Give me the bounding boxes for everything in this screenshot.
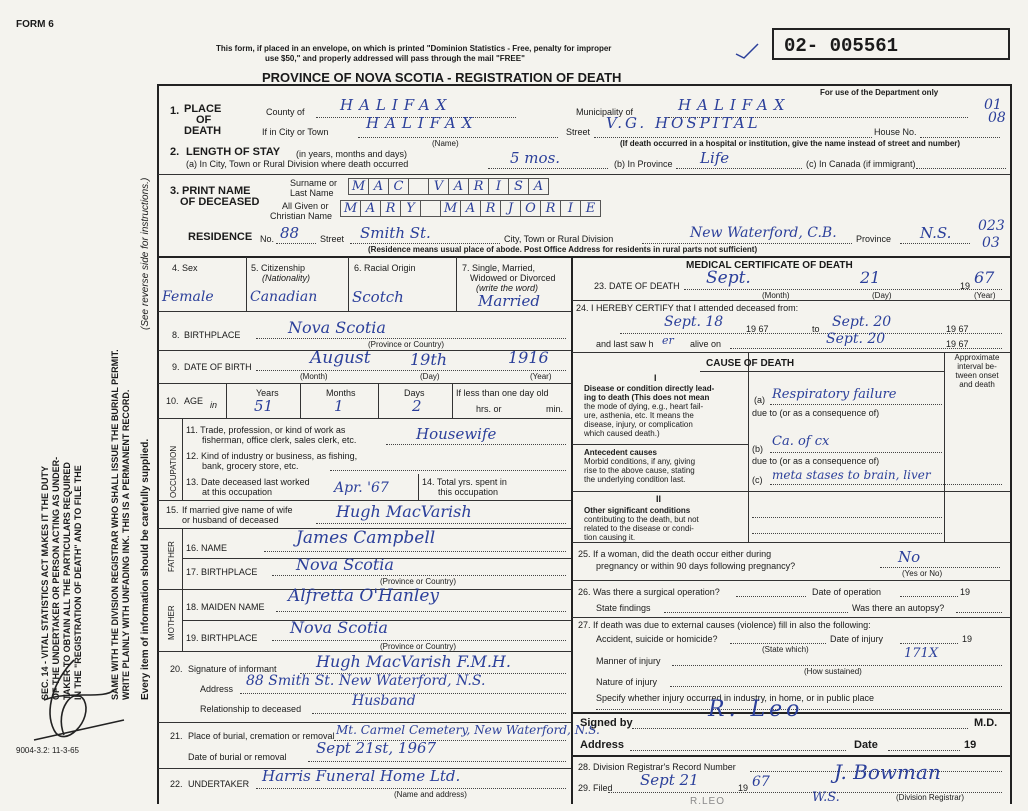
injury-date-label: Date of injury	[830, 634, 884, 644]
death-year-prefix: 19	[960, 281, 971, 291]
age-less-label: If less than one day old	[456, 388, 549, 398]
age-years-label: Years	[256, 388, 279, 398]
q13-label: 13. Date deceased last worked	[186, 477, 310, 487]
side-text-7: Every item of information should be carefully supplied.	[140, 438, 151, 700]
given-letter: Y	[400, 200, 421, 217]
pregnancy-value: No	[898, 548, 921, 566]
sex-label: 4. Sex	[172, 263, 198, 273]
father-bp-label: 17. BIRTHPLACE	[186, 567, 258, 577]
undertaker-label: UNDERTAKER	[188, 779, 250, 789]
place-label: PLACE	[184, 103, 222, 115]
interval-label: Approximate interval be-tween onset and death	[954, 353, 1000, 389]
signed-by-label: Signed by	[580, 717, 633, 729]
residence-province-label: Province	[856, 234, 892, 244]
autopsy-label: Was there an autopsy?	[852, 603, 945, 613]
given-letter: M	[340, 200, 361, 217]
medical-title: MEDICAL CERTIFICATE OF DEATH	[686, 260, 853, 271]
dob-line	[256, 370, 566, 371]
last-worked-value: Apr. '67	[334, 480, 389, 496]
street-value: V.G. HOSPITAL	[606, 114, 761, 132]
cause-b-label: (b)	[752, 444, 763, 454]
alive-on-label: alive on	[690, 339, 722, 349]
surname-letter: M	[348, 178, 369, 195]
burial-date-label: Date of burial or removal	[188, 752, 287, 762]
relationship-value: Husband	[352, 693, 416, 709]
q11-label-b: fisherman, office clerk, sales clerk, etc.	[202, 435, 357, 445]
form-title: PROVINCE OF NOVA SCOTIA - REGISTRATION OF DEATH	[262, 70, 622, 85]
registrar-stamp: R.LEO	[690, 796, 726, 807]
age-months-label: Months	[326, 388, 356, 398]
spouse-label-2: or husband of deceased	[182, 515, 279, 525]
ante-text-2: Morbid conditions, if any, giving	[584, 457, 696, 466]
cause-a-value: Respiratory failure	[772, 387, 897, 402]
stay-c-label: (c) In Canada (if immigrant)	[806, 159, 916, 169]
place-of-label: OF	[196, 114, 212, 126]
city-line	[358, 137, 558, 138]
birthplace-line	[256, 338, 566, 339]
cause-c-value: meta stases to brain, liver	[772, 468, 931, 482]
death-day-caption: (Day)	[872, 291, 892, 300]
registrar-caption: (Division Registrar)	[896, 793, 965, 802]
burial-date: Sept 21st, 1967	[316, 739, 437, 757]
side-text-4: IN THE "REGISTRATION OF DEATH" AND TO FILE THE	[73, 465, 83, 700]
birthplace-caption: (Province or Country)	[368, 340, 445, 349]
injury-year-prefix: 19	[962, 634, 973, 644]
pregnancy-label-1: 25. If a woman, did the death occur either during	[578, 549, 772, 559]
spouse-value: Hugh MacVarish	[336, 502, 472, 521]
attended-to: Sept. 20	[832, 314, 892, 330]
state-which-caption: (State which)	[762, 645, 809, 654]
right-border	[1010, 84, 1012, 804]
attended-to-year: 19 67	[946, 324, 969, 334]
alive-year: 19 67	[946, 339, 969, 349]
mother-bp-label: 19. BIRTHPLACE	[186, 633, 258, 643]
specify-label: Specify whether injury occurred in industry, in home, or in public place	[596, 693, 874, 703]
given-label-2: Christian Name	[270, 211, 333, 221]
last-saw-value: er	[662, 334, 674, 347]
stay-sub-label: (in years, months and days)	[296, 149, 408, 159]
stay-c-line	[916, 168, 1006, 169]
ante-text-1: Antecedent causes	[584, 448, 657, 457]
other-text-2: contributing to the death, but not	[584, 515, 699, 524]
marital-label-3: (write the word)	[476, 283, 539, 293]
direct-text-5: disease, injury, or complication	[584, 420, 693, 429]
physician-year-prefix: 19	[964, 739, 977, 751]
state-findings-label: State findings	[596, 603, 651, 613]
attended-to-label: to	[812, 324, 820, 334]
filed-label: 29. Filed	[578, 783, 613, 793]
residence-city: New Waterford, C.B.	[690, 225, 837, 241]
given-letter: E	[580, 200, 601, 217]
q11-label: 11. Trade, profession, or kind of work as	[186, 425, 346, 435]
cause-c-label: (c)	[752, 475, 763, 485]
filed-date: Sept 21	[640, 771, 699, 789]
physician-address-label: Address	[580, 739, 625, 751]
last-saw-label: and last saw h	[596, 339, 654, 349]
physician-date-label: Date	[854, 739, 878, 751]
given-name-boxes	[340, 200, 600, 217]
birthplace-value: Nova Scotia	[288, 318, 386, 337]
direct-text-4: ure, asthenia, etc. It means the	[584, 411, 694, 420]
q13-label-b: at this occupation	[202, 487, 273, 497]
residence-province-line	[900, 243, 970, 244]
due-to-label-2: due to (or as a consequence of)	[752, 456, 880, 466]
filed-year: 67	[752, 774, 770, 790]
county-value: HALIFAX	[340, 96, 453, 114]
pregnancy-caption: (Yes or No)	[902, 569, 943, 578]
cause-part-i: I	[654, 373, 657, 383]
stay-b-label: (b) In Province	[614, 159, 673, 169]
residence-street-line	[350, 243, 500, 244]
cause-a-label: (a)	[754, 395, 765, 405]
mother-side-label: MOTHER	[167, 605, 176, 640]
manner-value: 171X	[904, 646, 939, 661]
street-line	[594, 137, 872, 138]
burial-place-label: Place of burial, cremation or removal	[188, 731, 335, 741]
name-num: 3.	[170, 185, 180, 197]
stay-a-label: (a) In City, Town or Rural Division where death occurred	[186, 159, 409, 169]
age-in-label: in	[210, 400, 218, 410]
operation-date-label: Date of operation	[812, 587, 882, 597]
house-no-line	[920, 137, 1000, 138]
marital-label-2: Widowed or Divorced	[470, 273, 556, 283]
given-letter	[420, 200, 441, 217]
stay-b-value: Life	[700, 149, 730, 167]
residence-province: N.S.	[920, 224, 952, 242]
stay-label: LENGTH OF STAY	[186, 146, 281, 158]
undertaker-num: 22.	[170, 779, 183, 789]
citizenship-label: 5. Citizenship	[251, 263, 306, 273]
dob-day: 19th	[410, 350, 448, 369]
signature-scribble-icon	[14, 640, 144, 760]
marital-label-1: 7. Single, Married,	[462, 263, 536, 273]
dob-label: DATE OF BIRTH	[184, 362, 252, 372]
age-label: AGE	[184, 396, 204, 406]
residence-city-label: City, Town or Rural Division	[504, 234, 614, 244]
informant-signature: Hugh MacVarish F.M.H.	[316, 652, 511, 671]
certify-label: 24. I HEREBY CERTIFY that I attended deceased from:	[576, 303, 799, 313]
place-num: 1.	[170, 105, 180, 117]
top-border	[157, 84, 1012, 86]
undertaker-value: Harris Funeral Home Ltd.	[262, 767, 461, 785]
citizenship-sub: (Nationality)	[262, 273, 311, 283]
age-num: 10.	[166, 396, 179, 406]
direct-text-3: the mode of dying, e.g., heart fail-	[584, 402, 704, 411]
record-number-label: 28. Division Registrar's Record Number	[578, 762, 736, 772]
residence-street: Smith St.	[360, 224, 431, 242]
sex-value: Female	[162, 289, 214, 305]
side-text-5: SAME WITH THE DIVISION REGISTRAR WHO SHALL ISSUE THE BURIAL PERMIT.	[110, 349, 120, 700]
q12-label-b: bank, grocery store, etc.	[202, 461, 299, 471]
q12-label: 12. Kind of industry or business, as fishing,	[186, 451, 358, 461]
external-label: 27. If death was due to external causes (violence) fill in also the following:	[578, 620, 871, 630]
relationship-label: Relationship to deceased	[200, 704, 302, 714]
stay-b-line	[676, 168, 802, 169]
registrar-initials: W.S.	[812, 790, 840, 805]
racial-label: 6. Racial Origin	[354, 263, 416, 273]
surname-letter: A	[368, 178, 389, 195]
stay-a-line	[488, 168, 608, 169]
age-hrs-label: hrs. or	[476, 404, 502, 414]
given-letter: R	[540, 200, 561, 217]
age-days: 2	[412, 397, 422, 415]
municipality-label: Municipality of	[576, 107, 634, 117]
death-month-caption: (Month)	[762, 291, 790, 300]
given-letter: A	[360, 200, 381, 217]
county-label: County of	[266, 107, 305, 117]
left-border	[157, 84, 159, 804]
residence-street-label: Street	[320, 234, 345, 244]
given-letter: J	[500, 200, 521, 217]
surname-letter: I	[488, 178, 509, 195]
residence-no-line	[276, 243, 316, 244]
spouse-label-1: If married give name of wife	[182, 505, 293, 515]
dob-month-caption: (Month)	[300, 372, 328, 381]
side-text-8: (See reverse side for instructions.)	[140, 177, 151, 330]
father-bp-caption: (Province or Country)	[380, 577, 457, 586]
informant-address: 88 Smith St. New Waterford, N.S.	[246, 673, 486, 689]
house-no-label: House No.	[874, 127, 917, 137]
residence-code-1: 023	[978, 218, 1005, 234]
given-label-1: All Given or	[282, 201, 329, 211]
surname-letter: V	[428, 178, 449, 195]
md-label: M.D.	[974, 717, 998, 729]
dob-num: 9.	[172, 362, 180, 372]
citizenship-value: Canadian	[250, 289, 318, 305]
accident-label: Accident, suicide or homicide?	[596, 634, 718, 644]
occupation-value: Housewife	[416, 425, 497, 443]
registration-number: 02- 005561	[772, 28, 1010, 60]
informant-address-label: Address	[200, 684, 234, 694]
surname-boxes	[348, 178, 548, 195]
death-label: DEATH	[184, 125, 222, 137]
municipality-value: HALIFAX	[678, 96, 791, 114]
marital-value: Married	[478, 292, 540, 310]
mail-notice-line2: use $50," and properly addressed will pass through the mail "FREE"	[265, 54, 525, 63]
mother-bp: Nova Scotia	[290, 618, 388, 637]
given-letter: I	[560, 200, 581, 217]
direct-text-1: Disease or condition directly lead-	[584, 384, 715, 393]
of-deceased-label: OF DECEASED	[180, 196, 260, 208]
death-year: 67	[974, 268, 995, 287]
dob-day-caption: (Day)	[420, 372, 440, 381]
residence-note: (Residence means usual place of abode. Post Office Address for residents in rural parts not sufficient)	[368, 245, 758, 254]
birthplace-num: 8.	[172, 330, 180, 340]
other-text-4: tion causing it.	[584, 533, 636, 542]
age-min-label: min.	[546, 404, 564, 414]
residence-no-label: No.	[260, 234, 275, 244]
form-number: FORM 6	[16, 19, 54, 30]
spouse-num: 15.	[166, 505, 179, 515]
birthplace-label: BIRTHPLACE	[184, 330, 241, 340]
hospital-note: (If death occurred in a hospital or institution, give the name instead of street and number)	[620, 139, 961, 148]
racial-value: Scotch	[352, 288, 404, 306]
cause-title: CAUSE OF DEATH	[706, 358, 795, 369]
other-text-3: related to the disease or condi-	[584, 524, 694, 533]
residence-city-line	[642, 243, 852, 244]
q14-label: 14. Total yrs. spent in	[422, 477, 507, 487]
dob-year: 1916	[508, 348, 549, 367]
mail-notice-line1: This form, if placed in an envelope, on which is printed "Dominion Statistics - Free, penalty for improper	[216, 44, 612, 53]
death-month: Sept.	[706, 268, 751, 288]
manner-label: Manner of injury	[596, 656, 661, 666]
how-sustained-caption: (How sustained)	[804, 667, 862, 676]
registrar-signature: J. Bowman	[834, 760, 941, 784]
side-text-2: OF THE UNDERTAKER OR PERSON ACTING AS UNDER-	[51, 456, 61, 700]
attended-from-year: 19 67	[746, 324, 769, 334]
due-to-label-1: due to (or as a consequence of)	[752, 408, 880, 418]
undertaker-caption: (Name and address)	[394, 790, 467, 799]
dob-month: August	[310, 348, 371, 368]
surname-letter: A	[528, 178, 549, 195]
department-code-1: 01	[984, 97, 1002, 113]
print-name-label: PRINT NAME	[182, 185, 251, 197]
age-days-label: Days	[404, 388, 425, 398]
q14-label-b: this occupation	[438, 487, 499, 497]
direct-text-6: which caused death.)	[584, 429, 660, 438]
residence-no: 88	[280, 224, 300, 242]
filed-year-prefix: 19	[738, 783, 749, 793]
age-years: 51	[254, 397, 274, 415]
residence-code-2: 03	[982, 235, 1000, 251]
city-caption: (Name)	[432, 139, 459, 148]
operation-year-prefix: 19	[960, 587, 971, 597]
given-letter: R	[480, 200, 501, 217]
stay-a-value: 5 mos.	[510, 149, 561, 167]
alive-date: Sept. 20	[826, 331, 886, 347]
ante-text-4: the underlying condition last.	[584, 475, 686, 484]
informant-sig-label: Signature of informant	[188, 664, 277, 674]
given-letter: R	[380, 200, 401, 217]
check-mark-icon	[732, 38, 762, 62]
mother-maiden: Alfretta O'Hanley	[288, 586, 440, 606]
father-bp: Nova Scotia	[296, 555, 394, 574]
surname-letter: C	[388, 178, 409, 195]
cause-part-ii: II	[656, 494, 662, 504]
surname-label-1: Surname or	[290, 178, 338, 188]
department-code-2: 08	[988, 110, 1006, 126]
side-text-1: SEC. 14 - VITAL STATISTICS ACT MAKES IT THE DUTY	[40, 465, 50, 700]
cause-b-value: Ca. of cx	[772, 434, 830, 449]
dob-year-caption: (Year)	[530, 372, 552, 381]
city-value: HALIFAX	[366, 114, 479, 132]
stay-num: 2.	[170, 146, 180, 158]
direct-text-2: ing to death (This does not mean	[584, 393, 710, 402]
surname-letter	[408, 178, 429, 195]
city-label: If in City or Town	[262, 127, 329, 137]
mother-maiden-label: 18. MAIDEN NAME	[186, 602, 265, 612]
side-text-3: TAKER TO OBTAIN ALL THE PARTICULARS REQUIRED	[62, 462, 72, 700]
given-letter: A	[460, 200, 481, 217]
physician-signature: R. Leo	[708, 697, 804, 722]
father-name: James Campbell	[296, 528, 436, 548]
informant-num: 20.	[170, 664, 183, 674]
given-letter: M	[440, 200, 461, 217]
father-side-label: FATHER	[167, 541, 176, 572]
date-of-death-label: 23. DATE OF DEATH	[594, 281, 680, 291]
age-months: 1	[334, 397, 344, 415]
other-text-1: Other significant conditions	[584, 506, 691, 515]
street-label: Street	[566, 127, 591, 137]
occupation-side-label: OCCUPATION	[169, 445, 178, 498]
given-letter: O	[520, 200, 541, 217]
burial-num: 21.	[170, 731, 183, 741]
ante-text-3: rise to the above cause, stating	[584, 466, 695, 475]
department-use-note: For use of the Department only	[820, 88, 939, 97]
form-print-code: 9004-3.2: 11-3-65	[16, 746, 80, 755]
operation-label: 26. Was there a surgical operation?	[578, 587, 720, 597]
attended-from: Sept. 18	[664, 314, 724, 330]
side-text-6: WRITE PLAINLY WITH UNFADING INK. THIS IS A PERMANENT RECORD.	[121, 389, 131, 700]
mother-bp-caption: (Province or Country)	[380, 642, 457, 651]
pregnancy-label-2: pregnancy or within 90 days following pregnancy?	[596, 561, 796, 571]
surname-letter: S	[508, 178, 529, 195]
surname-letter: A	[448, 178, 469, 195]
burial-place: Mt. Carmel Cemetery, New Waterford, N.S.	[336, 723, 600, 737]
surname-label-2: Last Name	[290, 188, 334, 198]
residence-label: RESIDENCE	[188, 231, 253, 243]
nature-label: Nature of injury	[596, 677, 658, 687]
death-year-caption: (Year)	[974, 291, 996, 300]
father-name-label: 16. NAME	[186, 543, 228, 553]
surname-letter: R	[468, 178, 489, 195]
death-day: 21	[860, 268, 881, 287]
